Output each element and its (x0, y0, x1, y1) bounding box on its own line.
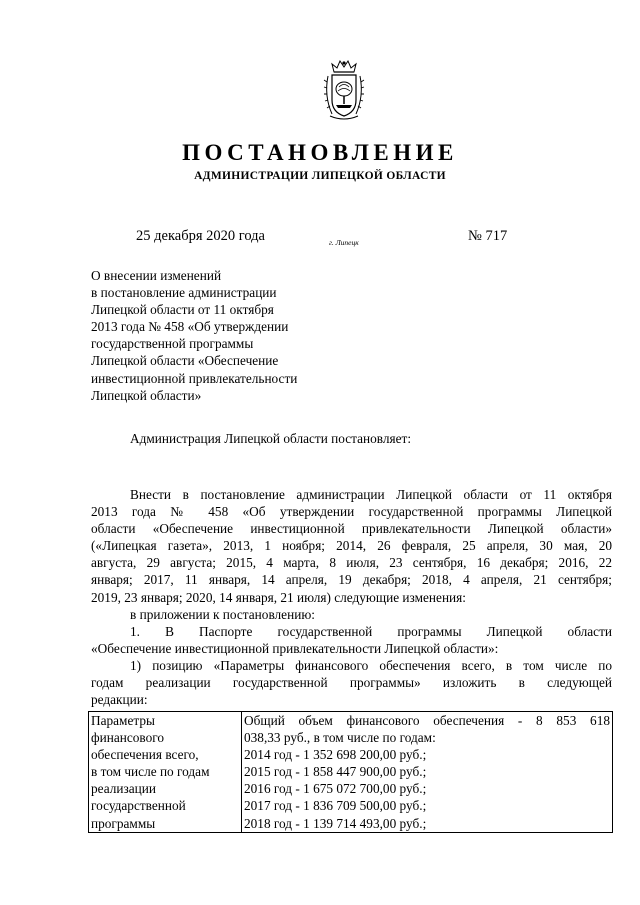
body-line: 1) позицию «Параметры финансового обеспечения всего, в том числе по (130, 657, 612, 673)
document-city: г. Липецк (329, 238, 359, 247)
cell-line: Общий объем финансового обеспечения - 8 853 618 (244, 713, 610, 728)
cell-line: 2018 год - 1 139 714 493,00 руб.; (244, 815, 427, 831)
cell-line: реализации (91, 781, 156, 797)
subject-line: 2013 года № 458 «Об утверждении (91, 319, 289, 335)
cell-line: 2016 год - 1 675 072 700,00 руб.; (244, 781, 427, 797)
document-date: 25 декабря 2020 года (136, 228, 265, 244)
body-line: 2019, 23 января; 2020, 14 января, 21 июля) следующие изменения: (91, 589, 466, 605)
body-line: августа, 29 августа; 2015, 4 марта, 8 июля, 23 сентября, 16 декабря; 2016, 22 (91, 555, 612, 571)
body-line: 1. В Паспорте государственной программы Липецкой области (130, 623, 612, 639)
cell-line: 2017 год - 1 836 709 500,00 руб.; (244, 798, 427, 814)
parameter-name-cell (89, 712, 242, 833)
body-line: января; 2017, 11 января, 14 апреля, 19 декабря; 2018, 4 апреля, 21 сентября; (91, 572, 612, 588)
body-line: области «Обеспечение инвестиционной привлекательности Липецкой области» (91, 521, 612, 537)
subject-line: Липецкой области «Обеспечение (91, 353, 279, 369)
cell-line: в том числе по годам (91, 764, 210, 780)
cell-line: 2015 год - 1 858 447 900,00 руб.; (244, 764, 427, 780)
body-line: Внести в постановление администрации Липецкой области от 11 октября (130, 487, 612, 502)
parameter-value-cell (242, 712, 613, 833)
subject-line: Липецкой области» (91, 387, 202, 403)
subject-line: в постановление администрации (91, 285, 277, 301)
financing-table (88, 711, 613, 833)
body-line: «Обеспечение инвестиционной привлекательности Липецкой области»: (91, 640, 499, 656)
cell-line: государственной (91, 798, 186, 814)
document-title: ПОСТАНОВЛЕНИЕ (182, 140, 458, 165)
document-number: № 717 (468, 228, 508, 244)
cell-line: финансового (91, 730, 165, 746)
subject-line: государственной программы (91, 336, 254, 352)
cell-line: Параметры (91, 713, 155, 728)
subject-line: Липецкой области от 11 октября (91, 302, 274, 318)
cell-line: 038,33 руб., в том числе по годам: (244, 730, 436, 746)
body-line: в приложении к постановлению: (130, 606, 315, 622)
body-line: 2013 года № 458 «Об утверждении государственной программы Липецкой (91, 504, 612, 520)
body-line: редакции: (91, 692, 148, 708)
subject-line: инвестиционной привлекательности (91, 370, 298, 386)
body-line: («Липецкая газета», 2013, 1 ноября; 2014, 26 февраля, 25 апреля, 30 мая, 20 (91, 538, 612, 554)
cell-line: 2014 год - 1 352 698 200,00 руб.; (244, 747, 427, 763)
document-subject (91, 267, 351, 404)
cell-line: программы (91, 815, 156, 831)
coat-of-arms-icon (322, 58, 366, 124)
preamble: Администрация Липецкой области постановляет: (130, 431, 412, 446)
document-body (91, 486, 612, 708)
document-issuer: АДМИНИСТРАЦИИ ЛИПЕЦКОЙ ОБЛАСТИ (194, 170, 446, 182)
cell-line: обеспечения всего, (91, 747, 199, 763)
subject-line: О внесении изменений (91, 268, 222, 283)
table-row (89, 712, 613, 833)
body-line: годам реализации государственной программы» изложить в следующей (91, 675, 612, 691)
